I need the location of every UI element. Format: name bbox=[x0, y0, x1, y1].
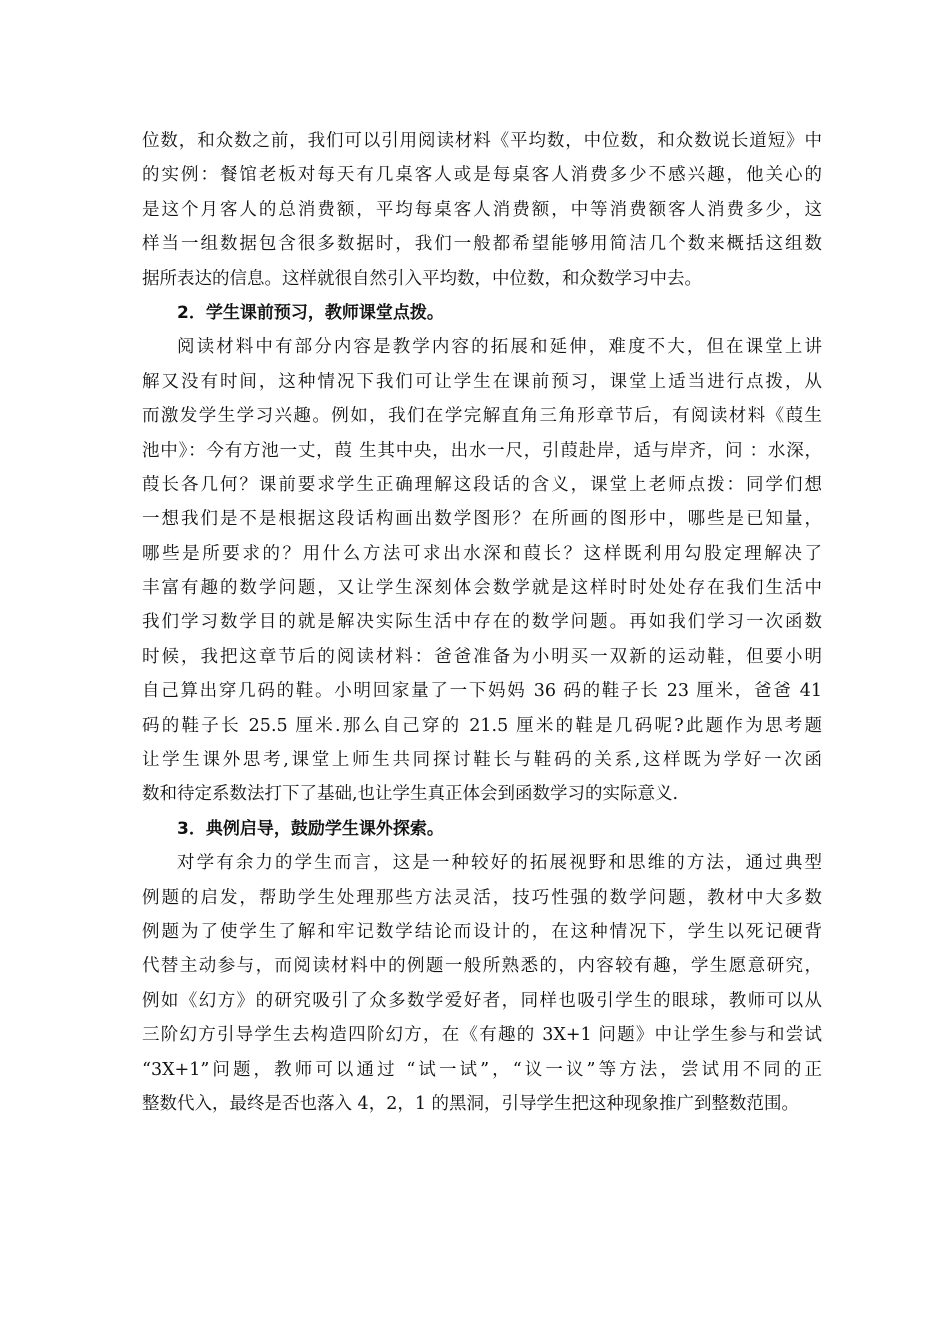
text-line: 据所表达的信息。这样就很自然引入平均数，中位数，和众数学习中去。 bbox=[142, 268, 702, 289]
document-body bbox=[142, 124, 822, 1121]
text-line: 哪些是所要求的？用什么方法可求出水深和葭长？这样既利用勾股定理解决了 bbox=[142, 543, 822, 564]
text-line: 三阶幻方引导学生去构造四阶幻方，在《有趣的 3X+1 问题》中让学生参与和尝试 bbox=[142, 1025, 822, 1046]
text-line: 解又没有时间，这种情况下我们可让学生在课前预习，课堂上适当进行点拨，从 bbox=[142, 371, 822, 392]
text-line: 整数代入，最终是否也落入 4，2，1 的黑洞，引导学生把这种现象推广到整数范围。 bbox=[142, 1093, 800, 1114]
text-line: 我们学习数学目的就是解决实际生活中存在的数学问题。再如我们学习一次函数 bbox=[142, 612, 822, 633]
text-line: 例如《幻方》的研究吸引了众多数学爱好者，同样也吸引学生的眼球，教师可以从 bbox=[142, 990, 822, 1011]
text-line: 代替主动参与，而阅读材料中的例题一般所熟悉的，内容较有趣，学生愿意研究， bbox=[142, 956, 822, 977]
text-line: 池中》：今有方池一丈，葭 生其中央，出水一尺，引葭赴岸，适与岸齐，问 ：水深， bbox=[142, 440, 822, 461]
text-line: 时候，我把这章节后的阅读材料：爸爸准备为小明买一双新的运动鞋，但要小明 bbox=[142, 646, 822, 667]
text-line: 让学生课外思考,课堂上师生共同探讨鞋长与鞋码的关系,这样既为学好一次函 bbox=[142, 750, 822, 771]
text-line: 一想我们是不是根据这段话构画出数学图形？在所画的图形中，哪些是已知量， bbox=[142, 509, 822, 530]
paragraph-1 bbox=[142, 124, 822, 296]
text-line: 是这个月客人的总消费额，平均每桌客人消费额，中等消费额客人消费多少，这 bbox=[142, 199, 822, 220]
text-line: 码的鞋子长 25.5 厘米.那么自己穿的 21.5 厘米的鞋是几码呢?此题作为思考题 bbox=[142, 715, 822, 736]
text-line: 自己算出穿几码的鞋。小明回家量了一下妈妈 36 码的鞋子长 23 厘米，爸爸 41 bbox=[142, 681, 822, 702]
text-line: 例题的启发，帮助学生处理那些方法灵活，技巧性强的数学问题，教材中大多数 bbox=[142, 887, 822, 908]
text-line: 的实例：餐馆老板对每天有几桌客人或是每桌客人消费多少不感兴趣，他关心的 bbox=[142, 165, 822, 186]
section-heading-3: 3．典例启导，鼓励学生课外探索。 bbox=[177, 818, 444, 839]
text-line: 例题为了使学生了解和牢记数学结论而设计的，在这种情况下，学生以死记硬背 bbox=[142, 921, 822, 942]
text-line: 数和待定系数法打下了基础,也让学生真正体会到函数学习的实际意义. bbox=[142, 784, 679, 805]
text-line: 而激发学生学习兴趣。例如，我们在学完解直角三角形章节后，有阅读材料《葭生 bbox=[142, 406, 822, 427]
paragraph-3 bbox=[142, 846, 822, 1121]
text-line: 样当一组数据包含很多数据时，我们一般都希望能够用简洁几个数来概括这组数 bbox=[142, 234, 822, 255]
text-line: 对学有余力的学生而言，这是一种较好的拓展视野和思维的方法，通过典型 bbox=[177, 853, 822, 874]
text-line: 位数，和众数之前，我们可以引用阅读材料《平均数，中位数，和众数说长道短》中 bbox=[142, 131, 822, 151]
text-line: 丰富有趣的数学问题，又让学生深刻体会数学就是这样时时处处存在我们生活中 bbox=[142, 578, 822, 599]
paragraph-2 bbox=[142, 330, 822, 811]
section-heading-2: 2．学生课前预习，教师课堂点拨。 bbox=[177, 302, 444, 323]
text-line: 葭长各几何？课前要求学生正确理解这段话的含义，课堂上老师点拨：同学们想 bbox=[142, 474, 822, 495]
text-line: 阅读材料中有部分内容是教学内容的拓展和延伸，难度不大，但在课堂上讲 bbox=[177, 337, 822, 358]
text-line: “3X+1”问题，教师可以通过 “试一试”，“议一议”等方法，尝试用不同的正 bbox=[142, 1059, 822, 1080]
